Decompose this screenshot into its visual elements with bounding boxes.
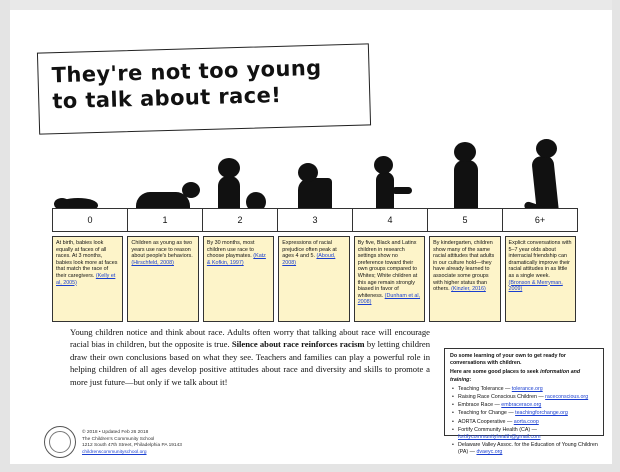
body-part-1: Young children notice and think about race. Adults often worry that talking about race will encourage racial bias in children, but the opposite is true. [70, 327, 430, 350]
resources-lead-1: Do some learning of your own to get ready for conversations with children. [450, 353, 566, 367]
fact-citation[interactable]: (Kinzler, 2016) [451, 286, 486, 293]
silhouette-age-5-head [454, 142, 476, 162]
body-part-2: by letting children draw their own conclusions based on what they see. Teachers and families can play a powerful role in helping children of all ages develop positive attitudes about race and diversity and skills to promote a more just future—but only if we talk about it! [70, 339, 431, 387]
fact-citation[interactable]: (Bronson & Merryman, 2009) [508, 279, 563, 293]
fact-citation[interactable]: (Aboud, 2008) [282, 253, 336, 266]
silhouette-age-4 [376, 172, 394, 212]
list-item [458, 419, 598, 426]
resource-link[interactable]: raceconscious.org [545, 394, 589, 401]
school-seal-logo [44, 426, 76, 458]
fact-box [127, 236, 198, 322]
age-silhouettes [40, 140, 580, 212]
resources-list [450, 386, 598, 457]
fact-box-row [52, 236, 576, 322]
fact-box [354, 236, 425, 322]
list-item [458, 442, 598, 456]
age-label-6plus: 6+ [534, 215, 546, 225]
resources-lead-2-end: : [469, 376, 472, 383]
fact-citation[interactable]: (Dunham et al, 2008) [357, 292, 421, 306]
footer-copyright: © 2018 • Updated Feb 26 2018 [82, 430, 149, 436]
age-label-0: 0 [53, 209, 128, 231]
age-label-3: 3 [278, 209, 353, 231]
fact-text: Expressions of racial prejudice often peak at ages 4 and 5. [282, 240, 337, 260]
silhouette-age-2 [218, 176, 240, 212]
fact-citation[interactable]: (Katz & Kofkin, 1997) [206, 253, 266, 266]
resource-link[interactable]: fortifycommunityhealth@gmail.com [458, 434, 541, 441]
age-label-5: 5 [428, 209, 503, 231]
title-line-2: to talk about race! [52, 82, 282, 114]
fact-box [429, 236, 500, 322]
age-ruler [52, 208, 578, 232]
list-item [458, 402, 598, 409]
page-edge-right [612, 0, 620, 472]
fact-text: By five, Black and Latinx children in research settings show no preference toward their own groups compared to Whites; White children at this age remain strongly biased in favor of whiteness. [357, 240, 418, 299]
fact-box [278, 236, 349, 322]
resource-link[interactable]: teachingforchange.org [515, 410, 568, 417]
resource-label: AORTA Cooperative — [458, 418, 514, 425]
resource-label: Embrace Race — [458, 402, 502, 409]
age-label-4: 4 [353, 209, 428, 231]
fact-text: At birth, babies look equally at faces of all races. At 3 months, babies look more at faces that match the race of their caregivers. [56, 240, 118, 279]
fact-citation[interactable]: (Hirschfeld, 2008) [131, 259, 174, 266]
footer [82, 430, 382, 456]
fact-text: By kindergarten, children show many of the same racial attitudes that adults in our culture hold—they have already learned to associate some groups with higher status than others. [433, 240, 495, 293]
fact-text: Explicit conversations with 5–7 year olds about interracial friendship can dramatically improve their racial attitudes in as little as a single week. [508, 240, 572, 279]
age-label-1: 1 [128, 209, 203, 231]
age-label-2: 2 [203, 209, 278, 231]
list-item [458, 427, 598, 441]
fact-box [505, 236, 576, 322]
fact-text: By 30 months, most children use race to choose playmates. [206, 240, 255, 260]
resource-label: Fortify Community Health (CA) — [458, 426, 537, 433]
body-emphasis: Silence about race reinforces racism [231, 339, 365, 350]
silhouette-age-1-head [182, 182, 200, 198]
list-item [458, 410, 598, 417]
page-edge-bottom [0, 464, 620, 472]
silhouette-age-4-head [374, 156, 393, 174]
silhouette-age-5 [454, 160, 478, 212]
list-item [458, 386, 598, 393]
silhouette-age-3 [298, 178, 332, 212]
silhouette-age-4-arm [392, 187, 412, 194]
resource-link[interactable]: dvaeyc.org [476, 449, 503, 456]
fact-text: Children as young as two years use race to reason about people's behaviors. [131, 240, 193, 260]
silhouette-age-3-head [298, 163, 318, 182]
resources-box [444, 348, 604, 456]
resource-link[interactable]: embracerace.org [501, 402, 542, 409]
silhouette-age-6plus-head [536, 139, 557, 158]
page-edge-left [0, 0, 10, 472]
footer-website-link[interactable]: childrenscommunityschool.org [82, 449, 147, 455]
fact-citation[interactable]: (Kelly et al, 2005) [56, 272, 116, 286]
fact-box [52, 236, 123, 322]
resource-label: Raising Race Conscious Children — [458, 394, 546, 401]
page-title [51, 54, 362, 115]
resources-lead-2-ital: information and training [450, 369, 581, 383]
resource-label: Teaching for Change — [458, 410, 516, 417]
title-line-1: They're not too young [51, 55, 322, 88]
resource-label: Teaching Tolerance — [458, 385, 512, 392]
resource-label: Delaware Valley Assoc. for the Education of Young Children (PA) — [458, 442, 598, 456]
resources-lead-2 [450, 369, 598, 383]
fact-box [203, 236, 274, 322]
resources-lead-2-a: Here are some good places to seek [450, 369, 541, 376]
page-edge-top [0, 0, 620, 10]
resource-link[interactable]: aorta.coop [513, 418, 539, 425]
resource-link[interactable]: tolerance.org [511, 385, 543, 392]
silhouette-age-2-head [218, 158, 240, 178]
footer-address: 1212 South 47th Street, Philadelphia PA 19143 [82, 443, 182, 449]
body-paragraph [70, 326, 430, 388]
footer-org: The Children's Community School [82, 436, 155, 442]
list-item [458, 394, 598, 401]
